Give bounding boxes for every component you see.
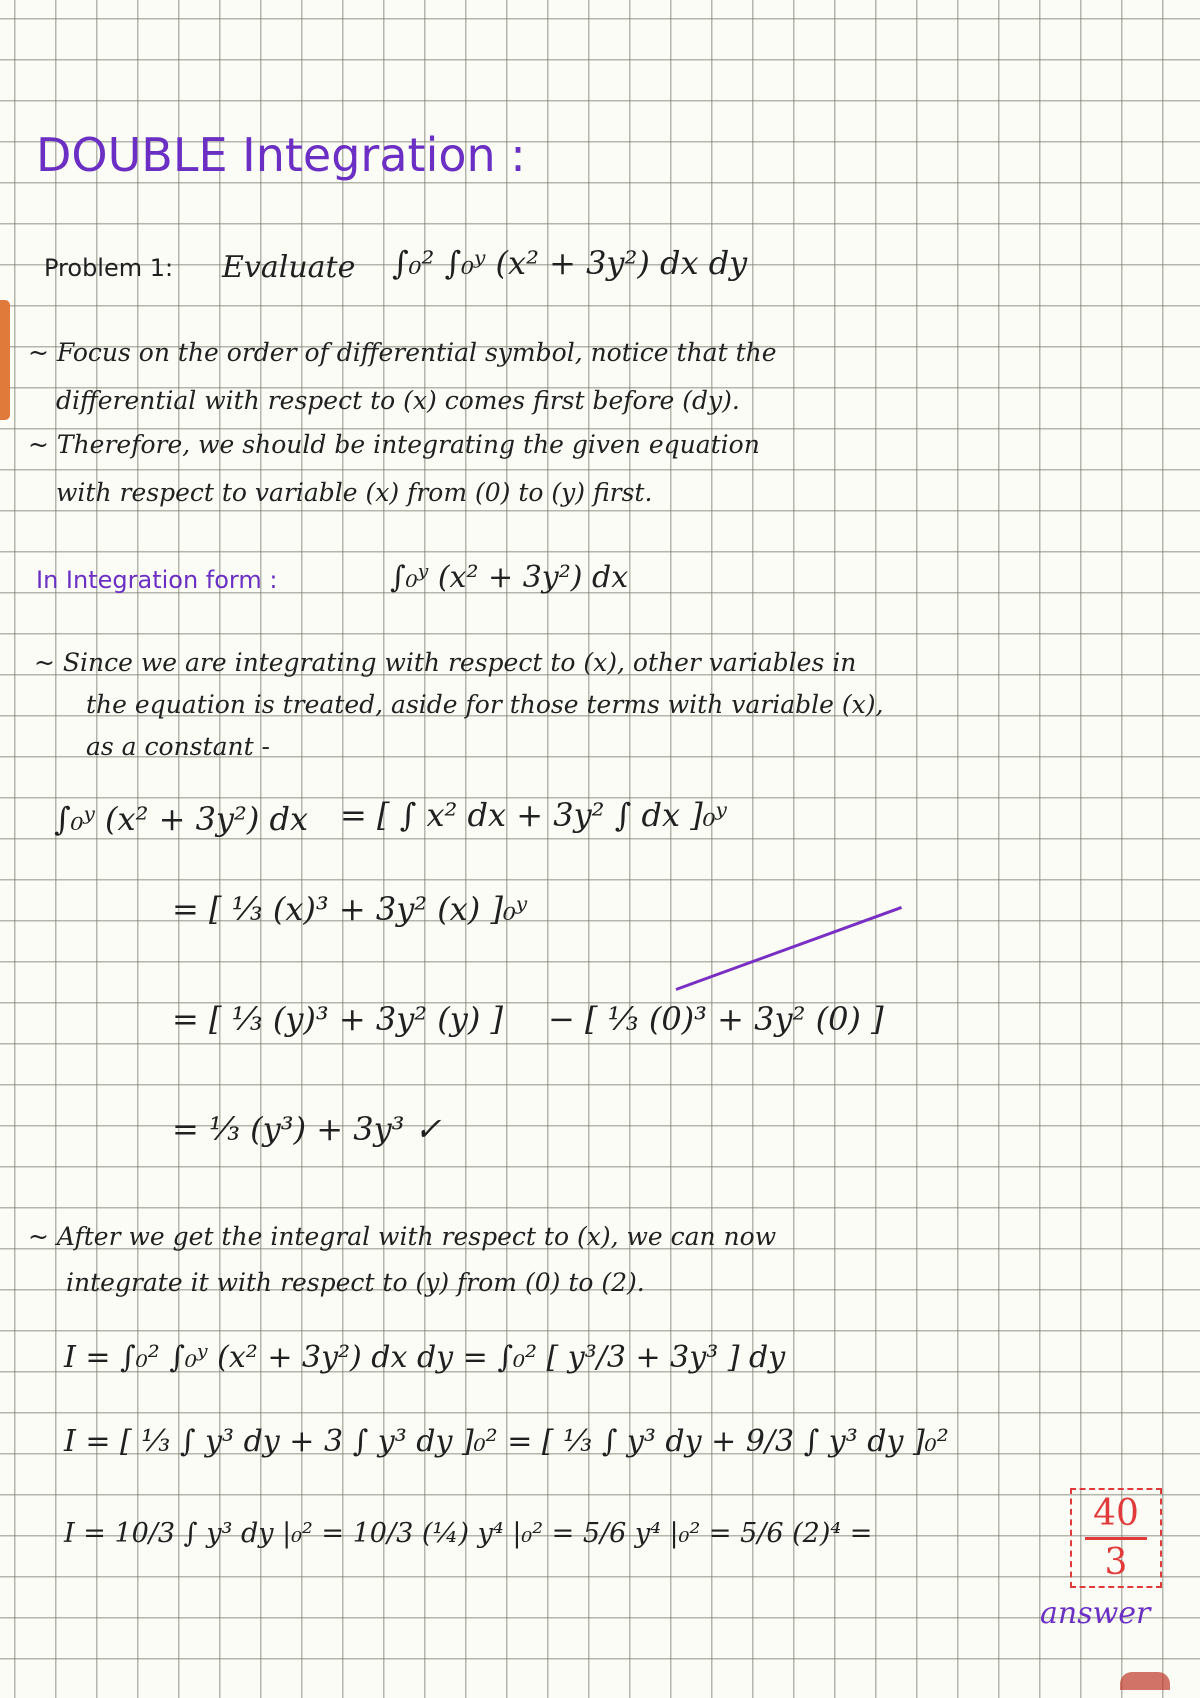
answer-numerator: 40 — [1093, 1492, 1139, 1534]
integration-form-expr: ∫₀ʸ (x² + 3y²) dx — [390, 560, 629, 595]
fraction-bar — [1085, 1537, 1147, 1540]
note-1-line-1: ~ Focus on the order of differential symbol, notice that the — [28, 338, 777, 367]
step-2: = [ ⅓ (x)³ + 3y² (x) ]₀ʸ — [172, 890, 528, 928]
problem-verb: Evaluate — [222, 250, 356, 285]
answer-denominator: 3 — [1104, 1541, 1128, 1583]
binding-edge — [0, 300, 10, 420]
note-2-line-2: with respect to variable (x) from (0) to (y) first. — [56, 478, 653, 507]
problem-label: Problem 1: — [44, 254, 174, 282]
final-step-1: I = ∫₀² ∫₀ʸ (x² + 3y²) dx dy = ∫₀² [ y³/3 + 3y³ ] dy — [64, 1340, 786, 1375]
strike-through-line — [675, 906, 902, 991]
final-step-3: I = 10/3 ∫ y³ dy |₀² = 10/3 (¼) y⁴ |₀² = 5/6 y⁴ |₀² = 5/6 (2)⁴ = — [64, 1518, 873, 1549]
answer-box — [1070, 1488, 1162, 1588]
step-3-a: = [ ⅓ (y)³ + 3y² (y) ] — [172, 1000, 503, 1038]
answer-label: answer — [1040, 1596, 1151, 1631]
ink-smudge — [1120, 1672, 1170, 1690]
note-3-line-1: ~ Since we are integrating with respect to (x), other variables in — [34, 648, 857, 677]
note-4-line-2: integrate it with respect to (y) from (0) to (2). — [66, 1268, 645, 1297]
note-3-line-2: the equation is treated, aside for those terms with variable (x), — [86, 690, 884, 719]
page-title: DOUBLE Integration : — [36, 128, 526, 182]
problem-integral: ∫₀² ∫₀ʸ (x² + 3y²) dx dy — [392, 244, 748, 282]
note-3-line-3: as a constant - — [86, 732, 271, 761]
step-1-rhs: = [ ∫ x² dx + 3y² ∫ dx ]₀ʸ — [340, 796, 727, 834]
step-1-lhs: ∫₀ʸ (x² + 3y²) dx — [54, 800, 309, 838]
note-2-line-1: ~ Therefore, we should be integrating the given equation — [28, 430, 760, 459]
integration-form-label: In Integration form : — [36, 566, 278, 594]
step-3-b: − [ ⅓ (0)³ + 3y² (0) ] — [548, 1000, 884, 1038]
note-4-line-1: ~ After we get the integral with respect to (x), we can now — [28, 1222, 777, 1251]
final-step-2: I = [ ⅓ ∫ y³ dy + 3 ∫ y³ dy ]₀² = [ ⅓ ∫ y³ dy + 9/3 ∫ y³ dy ]₀² — [64, 1424, 949, 1459]
step-4: = ⅓ (y³) + 3y³ ✓ — [172, 1110, 442, 1148]
note-1-line-2: differential with respect to (x) comes first before (dy). — [56, 386, 740, 415]
